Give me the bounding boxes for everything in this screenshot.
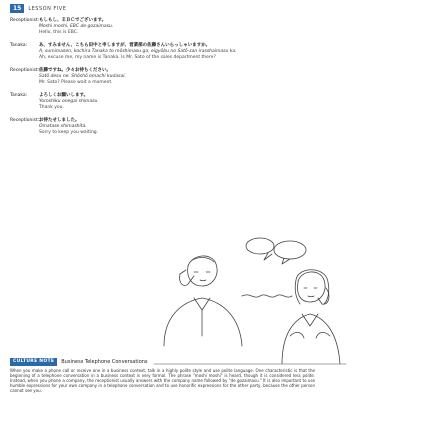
speech-bubble xyxy=(246,238,274,254)
romaji-text: Yoroshiku onegai shimasu. xyxy=(39,99,99,104)
speech xyxy=(39,118,390,136)
dialogue xyxy=(10,18,390,143)
romaji-text: Satō desu ne. Shōshō omachi kudasai. xyxy=(39,74,126,79)
dialogue-line xyxy=(10,118,390,136)
telephone-call-illustration xyxy=(150,226,350,366)
romaji-text: Omatase shimashita. xyxy=(39,124,87,129)
speaker-label: Receptionist: xyxy=(10,18,40,23)
japanese-text: お待たせしました。 xyxy=(39,118,80,123)
woman-head xyxy=(298,272,326,302)
dialogue-line xyxy=(10,93,390,111)
english-text: Mr. Sato? Please wait a moment. xyxy=(39,80,113,85)
dialogue-line xyxy=(10,68,390,86)
speech-bubble xyxy=(274,241,306,259)
speaker-label: Receptionist: xyxy=(10,68,40,73)
romaji-text: Moshi moshi, EBC de gozaimasu. xyxy=(39,24,114,29)
english-text: Sorry to keep you waiting. xyxy=(39,130,99,135)
culture-note-caption xyxy=(10,358,148,366)
speech xyxy=(39,68,390,86)
speech xyxy=(39,93,390,111)
man-body xyxy=(164,298,242,346)
romaji-text: A, sumimasen, kochira Tanaka to mōshimasu ga, eigyōbu no Satō-san irasshaimasu ka. xyxy=(39,49,237,54)
speaker-label: Tanaka: xyxy=(10,93,28,98)
japanese-text: 佐藤ですね。少々お待ちください。 xyxy=(39,68,111,73)
culture-note-title: Business Telephone Conversations xyxy=(61,359,148,365)
speech xyxy=(39,43,390,61)
lesson-number-tag: 15 xyxy=(10,4,24,13)
japanese-text: もしもし、ＥＢＣでございます。 xyxy=(39,18,107,23)
speaker-label: Tanaka: xyxy=(10,43,28,48)
english-text: Thank you. xyxy=(39,105,64,110)
dialogue-line xyxy=(10,43,390,61)
culture-note-body: When you make a phone call or receive one in a business context, talk in a highly polite style and use polite language. One characteristic is that the beginning of a telephone conversation in a business context is very formal. The phrase "moshi moshi" is heard, though it is considered less polite. Instead, when you phone a company, the receptionist usually answers with the company name followed by "de gozaimasu." It is also important to use humble expressions for your own company in a telephone conversation and to use honorific expressions for the other party, because the other person cannot see you. xyxy=(10,368,315,393)
english-text: Hello, this is EBC. xyxy=(39,30,79,35)
woman-body xyxy=(282,314,340,364)
japanese-text: あ、すみません、こちら田中と申しますが、営業部の佐藤さんいらっしゃいますか。 xyxy=(39,43,211,48)
phone-handset xyxy=(318,288,329,304)
english-text: Ah, excuse me, my name is Tanaka. Is Mr. Sato of the sales department there? xyxy=(39,55,216,60)
phone-cord xyxy=(242,295,292,297)
dialogue-line xyxy=(10,18,390,36)
lesson-label: LESSON FIVE xyxy=(28,5,67,12)
speech xyxy=(39,18,390,36)
japanese-text: よろしくお願いします。 xyxy=(39,93,89,98)
lesson-header xyxy=(10,4,66,13)
culture-note-tag: CULTURE NOTE xyxy=(10,358,57,366)
phone-handset xyxy=(180,274,194,286)
speaker-label: Receptionist: xyxy=(10,118,40,123)
